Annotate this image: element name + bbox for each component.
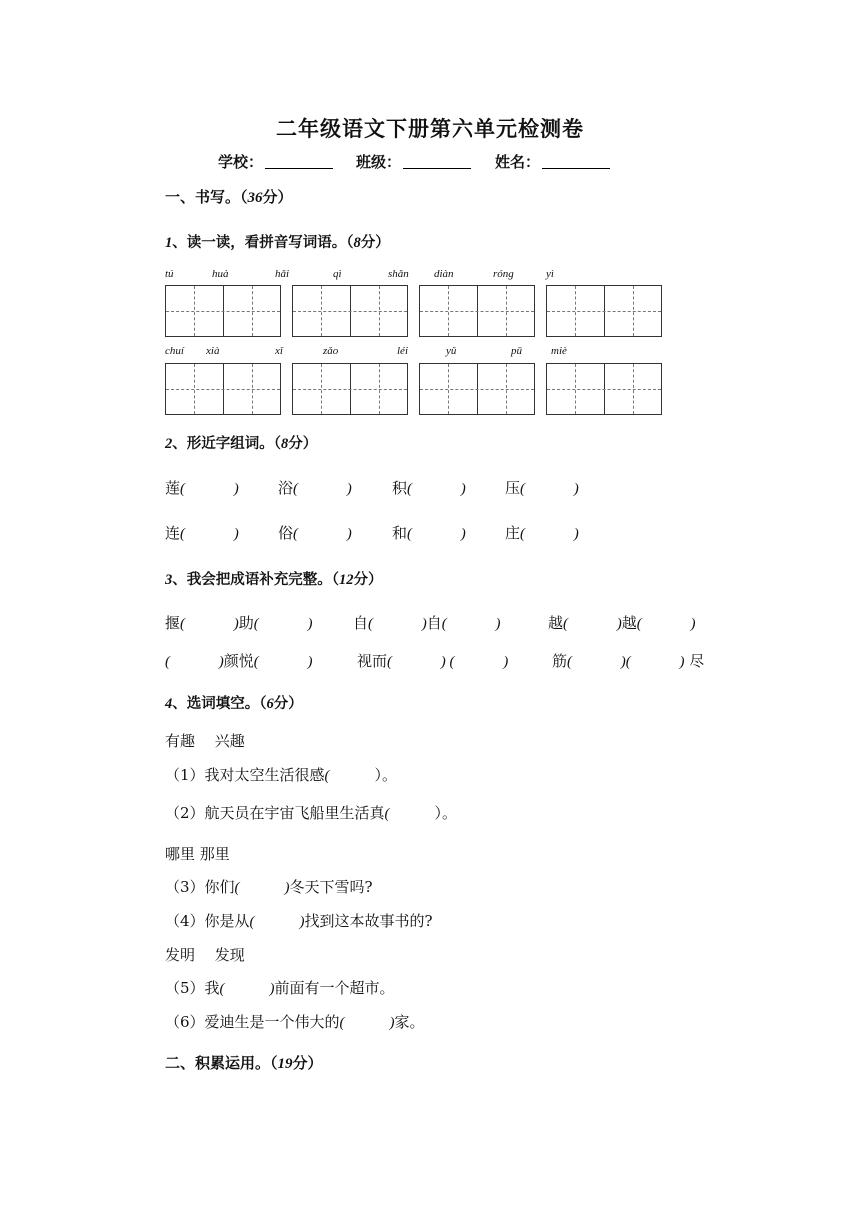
pinyin: pū bbox=[511, 345, 522, 357]
idiom-item: 筋( )( ) 尽 bbox=[552, 652, 705, 670]
school-field: 学校： bbox=[218, 151, 333, 172]
pinyin: xǐ bbox=[275, 345, 283, 357]
word-item: 庄( ) bbox=[505, 524, 579, 542]
writing-grid[interactable] bbox=[546, 285, 662, 337]
pinyin: qì bbox=[333, 268, 342, 280]
class-field: 班级： bbox=[356, 151, 471, 172]
pinyin: miè bbox=[551, 345, 567, 357]
word-choice-group: 发明 发现 bbox=[165, 946, 245, 964]
writing-grid[interactable] bbox=[292, 363, 408, 415]
writing-grid[interactable] bbox=[292, 285, 408, 337]
word-item: 积( ) bbox=[392, 479, 466, 497]
idiom-item: 越( )越( ) bbox=[548, 614, 696, 632]
class-blank[interactable] bbox=[403, 154, 471, 169]
pinyin: hǎi bbox=[275, 268, 290, 280]
writing-grid[interactable] bbox=[419, 363, 535, 415]
writing-grid[interactable] bbox=[546, 363, 662, 415]
page-title: 二年级语文下册第六单元检测卷 bbox=[276, 116, 584, 141]
sentence: （4）你是从( )找到这本故事书的? bbox=[165, 912, 433, 930]
pinyin: chuí bbox=[165, 345, 184, 357]
pinyin: diàn bbox=[434, 268, 454, 280]
sentence: （2）航天员在宇宙飞船里生活真( ）。 bbox=[165, 804, 458, 822]
sentence: （6）爱迪生是一个伟大的( )家。 bbox=[165, 1013, 425, 1031]
pinyin: léi bbox=[397, 345, 408, 357]
school-blank[interactable] bbox=[265, 154, 333, 169]
question-4-heading: 4、选词填空。（6分） bbox=[165, 695, 303, 712]
question-3-heading: 3、我会把成语补充完整。（12分） bbox=[165, 571, 383, 588]
idiom-item: 自( )自( ) bbox=[353, 614, 501, 632]
pinyin: yì bbox=[546, 268, 554, 280]
pinyin: huà bbox=[212, 268, 229, 280]
sentence: （5）我( )前面有一个超市。 bbox=[165, 979, 395, 997]
section-1-heading: 一、书写。（36分） bbox=[165, 188, 293, 206]
name-blank[interactable] bbox=[542, 154, 610, 169]
section-2-heading: 二、积累运用。（19分） bbox=[165, 1054, 323, 1072]
word-item: 浴( ) bbox=[278, 479, 352, 497]
pinyin: shǎn bbox=[388, 268, 409, 280]
word-choice-group: 有趣 兴趣 bbox=[165, 732, 245, 750]
question-1-heading: 1、读一读，看拼音写词语。（8分） bbox=[165, 234, 390, 251]
pinyin: tú bbox=[165, 268, 174, 280]
sentence: （3）你们( )冬天下雪吗? bbox=[165, 878, 373, 896]
pinyin: yǔ bbox=[446, 345, 457, 357]
idiom-item: 视而( ) ( ) bbox=[357, 652, 509, 670]
word-item: 压( ) bbox=[505, 479, 579, 497]
word-item: 俗( ) bbox=[278, 524, 352, 542]
question-2-heading: 2、形近字组词。（8分） bbox=[165, 435, 318, 452]
word-choice-group: 哪里 那里 bbox=[165, 845, 230, 863]
idiom-item: ( )颜悦( ) bbox=[165, 652, 313, 670]
writing-grid[interactable] bbox=[165, 285, 281, 337]
idiom-item: 揠( )助( ) bbox=[165, 614, 313, 632]
pinyin: xià bbox=[206, 345, 220, 357]
word-item: 连( ) bbox=[165, 524, 239, 542]
word-item: 和( ) bbox=[392, 524, 466, 542]
writing-grid[interactable] bbox=[165, 363, 281, 415]
name-field: 姓名： bbox=[495, 151, 610, 172]
pinyin: róng bbox=[493, 268, 514, 280]
sentence: （1）我对太空生活很感( ）。 bbox=[165, 766, 398, 784]
word-item: 莲( ) bbox=[165, 479, 239, 497]
pinyin: zǎo bbox=[323, 345, 339, 357]
writing-grid[interactable] bbox=[419, 285, 535, 337]
